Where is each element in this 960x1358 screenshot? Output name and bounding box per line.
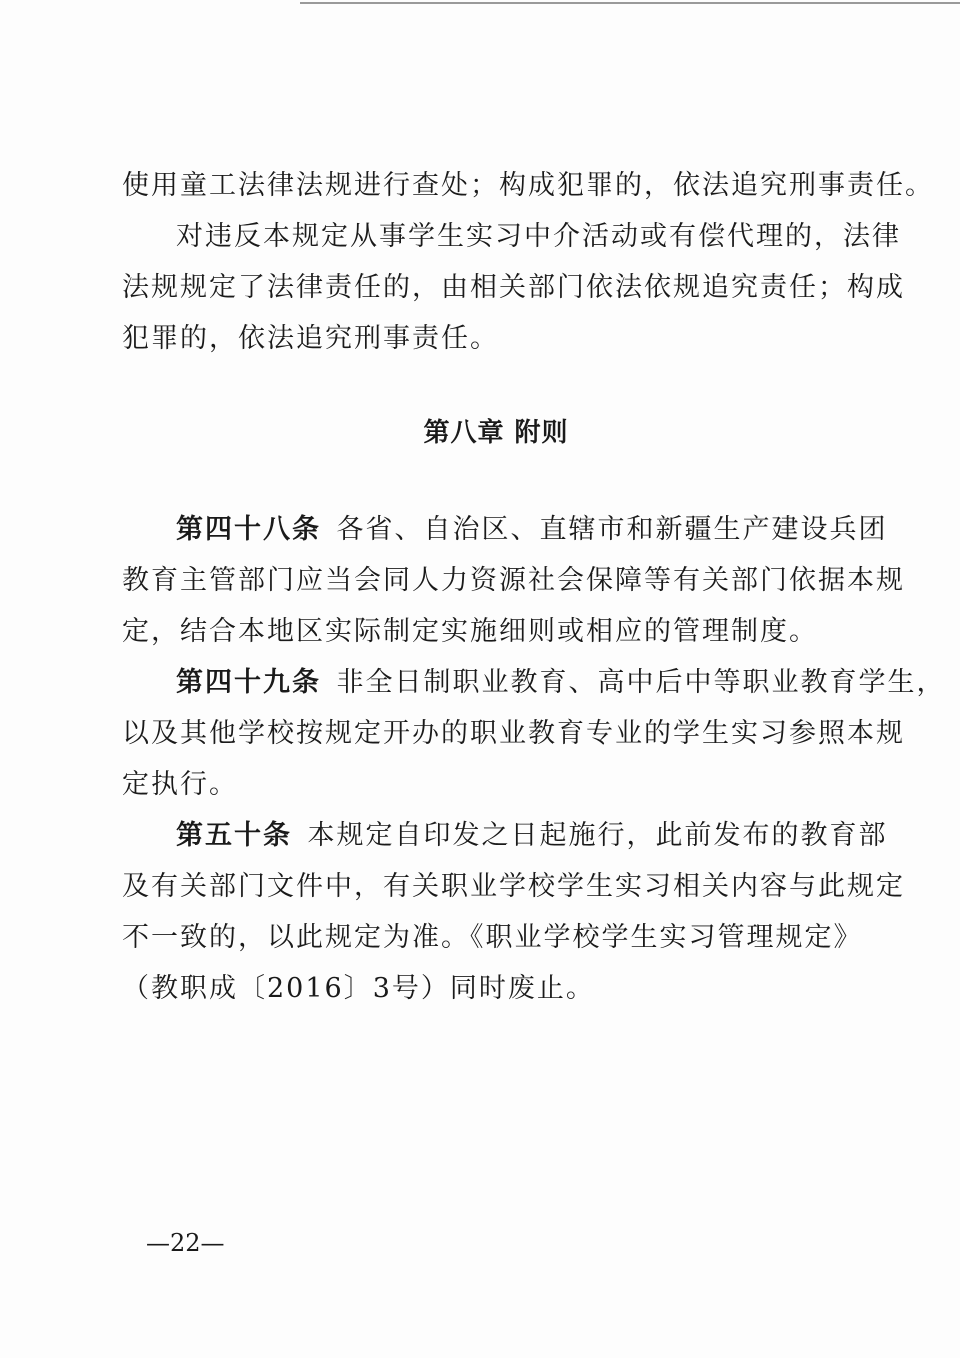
article-50-line: 及有关部门文件中，有关职业学校学生实习相关内容与此规定 — [122, 871, 905, 902]
article-49-line: 定执行。 — [122, 769, 238, 800]
top-scan-edge — [300, 2, 960, 4]
paragraph-continuation-line: 使用童工法律法规进行查处；构成犯罪的，依法追究刑事责任。 — [122, 170, 934, 201]
paragraph-line: 犯罪的，依法追究刑事责任。 — [122, 323, 499, 354]
article-50-first-line — [122, 810, 888, 861]
document-body — [122, 160, 946, 1014]
chapter-heading: 第八章 附则 — [423, 418, 569, 448]
article-49-line: 以及其他学校按规定开办的职业教育专业的学生实习参照本规 — [122, 718, 905, 749]
article-50-text: 本规定自印发之日起施行，此前发布的教育部 — [307, 820, 888, 851]
article-49-text: 非全日制职业教育、高中后中等职业教育学生， — [336, 667, 946, 698]
article-48-text: 各省、自治区、直辖市和新疆生产建设兵团 — [336, 514, 888, 545]
article-48-first-line — [122, 504, 888, 555]
article-49-title: 第四十九条 — [176, 667, 321, 698]
paragraph-line: 法规规定了法律责任的，由相关部门依法依规追究责任；构成 — [122, 272, 905, 303]
article-48-title: 第四十八条 — [176, 514, 321, 545]
article-48-line: 教育主管部门应当会同人力资源社会保障等有关部门依据本规 — [122, 565, 905, 596]
article-49-first-line — [122, 657, 946, 708]
article-48-line: 定，结合本地区实际制定实施细则或相应的管理制度。 — [122, 616, 818, 647]
page-number: —22— — [146, 1229, 225, 1257]
article-50-line: （教职成〔2016〕3号）同时废止。 — [122, 973, 595, 1004]
paragraph-line: 对违反本规定从事学生实习中介活动或有偿代理的，法律 — [176, 221, 901, 252]
article-50-title: 第五十条 — [176, 820, 292, 851]
article-50-line: 不一致的，以此规定为准。《职业学校学生实习管理规定》 — [122, 922, 863, 953]
